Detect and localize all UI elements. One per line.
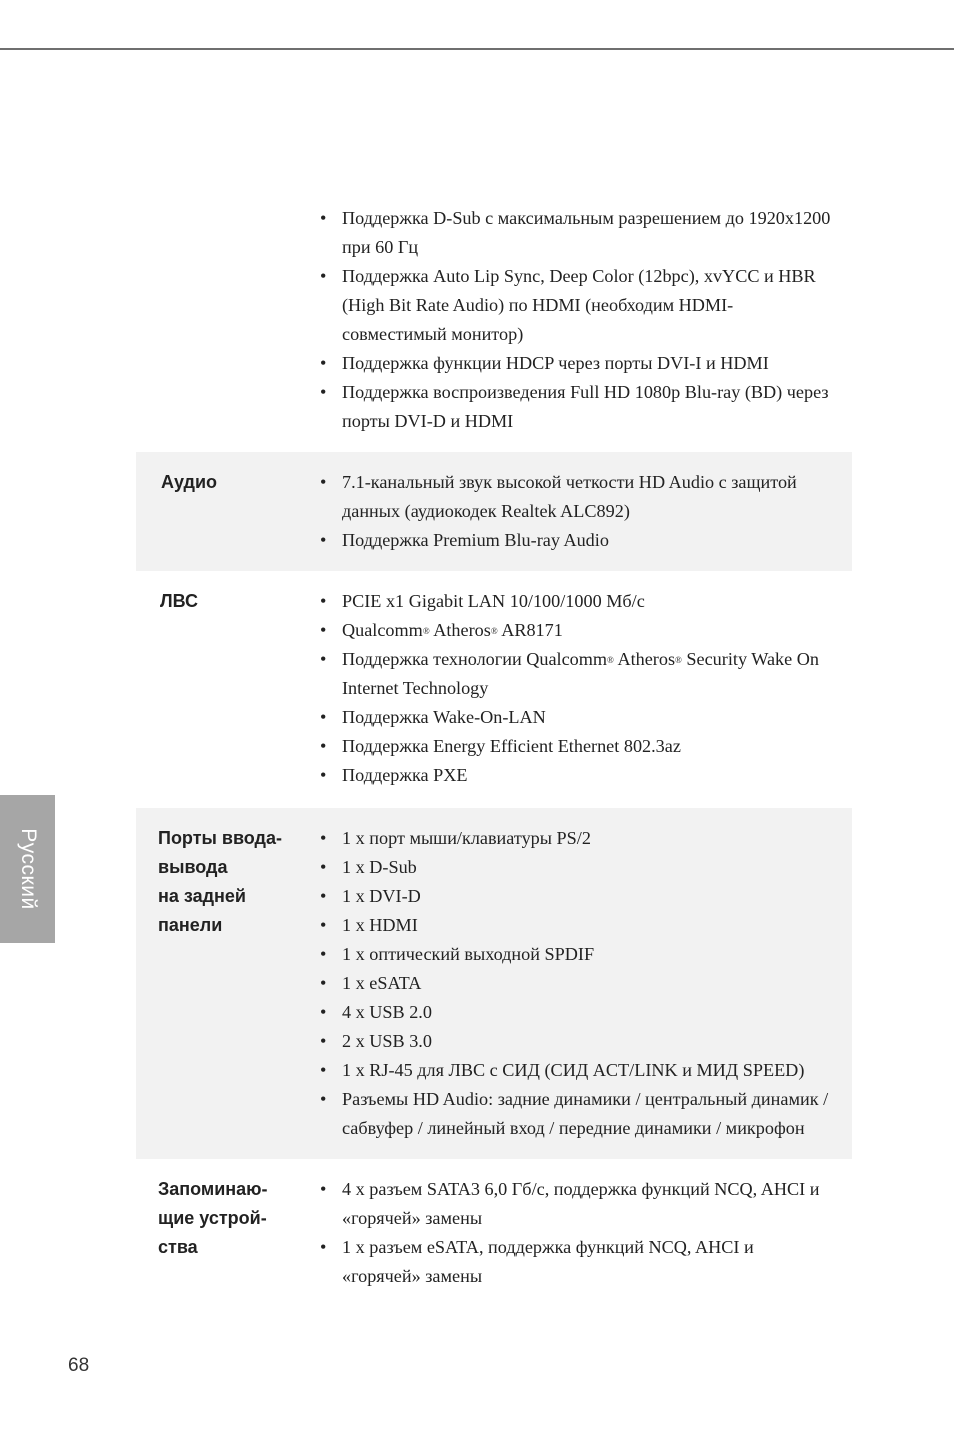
list-item: • Поддержка функции HDCP через порты DVI-I и HDMI xyxy=(306,349,836,378)
spec-row-rear-io xyxy=(136,808,852,1159)
list-item: • 1 x DVI-D xyxy=(306,882,836,911)
list-item xyxy=(306,616,836,645)
label-line: Запоминаю- xyxy=(158,1179,268,1199)
item-text: Поддержка технологии Qualcomm xyxy=(342,649,608,669)
list-item: • Поддержка PXE xyxy=(306,761,836,790)
chip-model: AR8171 xyxy=(501,620,563,640)
list-item: • 1 x порт мыши/клавиатуры PS/2 xyxy=(306,824,836,853)
label-line: на задней xyxy=(158,886,246,906)
label-line: панели xyxy=(158,915,223,935)
registered-mark: ® xyxy=(607,655,614,665)
registered-mark: ® xyxy=(490,626,498,636)
spec-items-graphics xyxy=(306,204,852,436)
registered-mark: ® xyxy=(675,655,682,665)
language-side-tab xyxy=(0,795,55,943)
list-item: • 1 x разъем eSATA, поддержка функций NCQ, AHCI и «горячей» замены xyxy=(306,1233,836,1291)
list-item: • 1 x D-Sub xyxy=(306,853,836,882)
spec-items-lan xyxy=(306,587,852,790)
list-item: • 4 x разъем SATA3 6,0 Гб/с, поддержка функций NCQ, AHCI и «горячей» замены xyxy=(306,1175,836,1233)
list-item: • Поддержка Wake-On-LAN xyxy=(306,703,836,732)
list-item: • Поддержка Premium Blu-ray Audio xyxy=(306,526,836,555)
list-item: • 1 x оптический выходной SPDIF xyxy=(306,940,836,969)
list-item: • 4 x USB 2.0 xyxy=(306,998,836,1027)
list-item: • Разъемы HD Audio: задние динамики / центральный динамик / сабвуфер / линейный вход / передние динамики / микрофон xyxy=(306,1085,836,1143)
header-rule xyxy=(0,48,954,50)
spec-items-audio xyxy=(306,468,852,555)
list-item: • 1 x HDMI xyxy=(306,911,836,940)
list-item: • Поддержка воспроизведения Full HD 1080p Blu-ray (BD) через порты DVI-D и HDMI xyxy=(306,378,836,436)
list-item: • 7.1-канальный звук высокой четкости HD Audio с защитой данных (аудиокодек Realtek ALC892) xyxy=(306,468,836,526)
label-line: Порты ввода- xyxy=(158,828,282,848)
registered-mark: ® xyxy=(422,626,430,636)
list-item: • 1 x RJ-45 для ЛВС с СИД (СИД ACT/LINK и МИД SPEED) xyxy=(306,1056,836,1085)
spec-label-rear-io xyxy=(136,824,306,1143)
spec-row-graphics xyxy=(136,204,852,452)
spec-items-storage xyxy=(306,1175,852,1291)
label-line: щие устрой- xyxy=(158,1208,267,1228)
spec-label-audio: Аудио xyxy=(161,472,218,492)
language-tab-label: Русский xyxy=(16,828,40,910)
spec-row-lan xyxy=(136,571,852,808)
spec-label-lan: ЛВС xyxy=(160,591,198,611)
list-item: • Поддержка Energy Efficient Ethernet 802.3az xyxy=(306,732,836,761)
page-number: 68 xyxy=(68,1355,90,1376)
list-item: • 1 x eSATA xyxy=(306,969,836,998)
list-item: • 2 x USB 3.0 xyxy=(306,1027,836,1056)
spec-label-storage xyxy=(136,1175,306,1291)
item-text: Security Wake On Internet Technology xyxy=(342,649,819,698)
list-item: • PCIE x1 Gigabit LAN 10/100/1000 Мб/с xyxy=(306,587,836,616)
brand-name: Atheros xyxy=(433,620,491,640)
spec-label-graphics xyxy=(136,204,306,436)
brand-name: Qualcomm xyxy=(342,620,423,640)
spec-items-rear-io xyxy=(306,824,852,1143)
list-item: • Поддержка Auto Lip Sync, Deep Color (12bpc), xvYCC и HBR (High Bit Rate Audio) по HDMI (необходим HDMI-совместимый монитор) xyxy=(306,262,836,349)
list-item: • Поддержка D-Sub с максимальным разрешением до 1920x1200 при 60 Гц xyxy=(306,204,836,262)
label-line: ства xyxy=(158,1237,198,1257)
list-item xyxy=(306,645,836,703)
spec-row-audio xyxy=(136,452,852,571)
spec-row-storage xyxy=(136,1159,852,1307)
spec-table xyxy=(136,204,852,1307)
brand-name: Atheros xyxy=(617,649,676,669)
label-line: вывода xyxy=(158,857,228,877)
